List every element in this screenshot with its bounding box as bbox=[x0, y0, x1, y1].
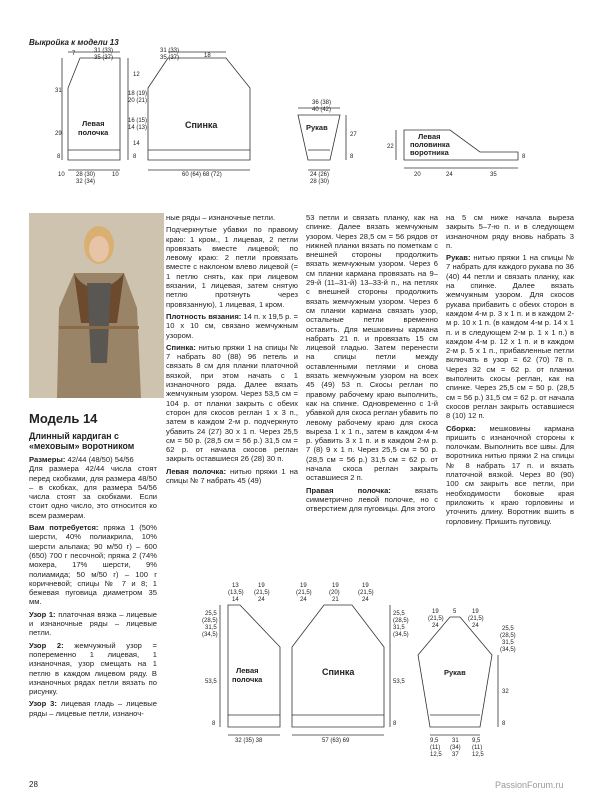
dim-label: 37 bbox=[452, 752, 459, 758]
dim-label: 31 (33) bbox=[94, 48, 114, 54]
assembly-text: мешковины кармана пришить с изнаночной стороны к полочкам. Выполнить все швы. Для воротника нитью пряжи 2 на спицы № 8 набрать 17 п. и вязать платочной вязкой. Через 80 (90) 100 см закрыть все петли, при необходимости боковые края приложить к краю горловины и уточнить длину. Воротник вшить в горловину. Пришить пуговицу. bbox=[446, 423, 574, 526]
dim-label: 16 (15) bbox=[128, 118, 148, 124]
dim-label: 32 (35) 38 bbox=[235, 738, 263, 744]
model-subtitle: Длинный кардиган с «меховым» воротником bbox=[29, 431, 135, 451]
pattern-3-heading: Узор 3: bbox=[29, 699, 57, 709]
dim-label: 14 bbox=[232, 597, 239, 603]
dim-label: 7 bbox=[72, 51, 76, 57]
dim-label: 8 bbox=[502, 721, 506, 727]
piece-label: Рукав bbox=[306, 123, 328, 132]
dim-label: 40 (42) bbox=[312, 107, 332, 113]
piece-label: Левая bbox=[236, 666, 259, 675]
rukav-shape bbox=[298, 115, 340, 160]
dim-label: 18 bbox=[204, 53, 211, 59]
dim-label: 24 bbox=[432, 623, 439, 629]
dim-label: (34,5) bbox=[393, 632, 409, 638]
dim-label: 12 bbox=[133, 72, 140, 78]
text-column-2 bbox=[166, 213, 298, 488]
spinka-shape bbox=[148, 58, 250, 160]
dim-label: 8 bbox=[522, 154, 526, 160]
density-heading: Плотность вязания: bbox=[166, 311, 242, 321]
dim-label: 20 bbox=[414, 172, 421, 178]
piece-label: Рукав bbox=[444, 668, 466, 677]
watermark: PassionForum.ru bbox=[495, 780, 564, 790]
dim-label: 25,5 bbox=[502, 626, 514, 632]
dim-label: 19 bbox=[258, 583, 265, 589]
dim-label: (21,5) bbox=[428, 616, 444, 622]
dim-label: 10 bbox=[112, 172, 119, 178]
dim-label: 8 bbox=[212, 721, 216, 727]
pattern-1-heading: Узор 1: bbox=[29, 609, 56, 619]
paragraph: ные ряды – изнаночные петли. bbox=[166, 213, 276, 222]
spinka-14-shape bbox=[292, 605, 384, 727]
pattern-2-heading: Узор 2: bbox=[29, 640, 64, 650]
dim-label: (34) bbox=[450, 745, 461, 751]
dim-label: 9,5 bbox=[430, 738, 439, 744]
dim-label: 29 bbox=[55, 131, 62, 137]
dim-label: 10 bbox=[58, 172, 65, 178]
dim-label: 8 bbox=[133, 154, 137, 160]
dim-label: 27 bbox=[350, 132, 357, 138]
paragraph: на 5 см ниже начала выреза закрыть 5–7-ю п. и в следующем изнаночном ряду вновь набрать 3 п. bbox=[446, 213, 574, 250]
pattern-1-text: платочная вязка – лицевые и изнаночные ряды – лицевые петли. bbox=[29, 609, 157, 638]
density-text: 14 п. х 19,5 р. = 10 х 10 см, связано жемчужным узором. bbox=[166, 311, 298, 340]
dim-label: (21,5) bbox=[468, 616, 484, 622]
dim-label: 18 (19) bbox=[128, 91, 148, 97]
dim-label: 32 (34) bbox=[76, 179, 96, 185]
dim-label: (21,5) bbox=[254, 590, 270, 596]
dim-label: 8 bbox=[350, 154, 354, 160]
dim-label: 12,5 bbox=[472, 752, 484, 758]
dim-label: 31,5 bbox=[502, 640, 514, 646]
dim-label: (28,5) bbox=[202, 618, 218, 624]
dim-label: 14 bbox=[133, 141, 140, 147]
dim-label: 31,5 bbox=[393, 625, 405, 631]
dim-label: 14 (13) bbox=[128, 125, 148, 131]
dim-label: 20 (21) bbox=[128, 98, 148, 104]
dim-label: 9,5 bbox=[472, 738, 481, 744]
dim-label: 36 (38) bbox=[312, 100, 332, 106]
schema-model-13 bbox=[0, 0, 596, 200]
assembly-heading: Сборка: bbox=[446, 423, 476, 433]
piece-label: Левая bbox=[418, 132, 441, 141]
dim-label: (13,5) bbox=[228, 590, 244, 596]
model-photo bbox=[29, 213, 164, 398]
piece-label: Спинка bbox=[185, 120, 218, 130]
back-text: нитью пряжи 1 на спицы № 7 набрать 80 (88) 96 петель и связать 8 см для планки платочной вязкой, при этом начать с 1 изнаночного ряда. Далее вязать жемчужным узором. Через 53,5 см = 104 р. от планки закрыть с обеих сторон для скосов реглан 1 х 3 п., затем в каждом 2-м р. подчеркнуто убавить 24 (27) 30 х 1 п. Через 25,5 см = 50 р. (28,5 см = 56 р.) 31,5 см = 62 р. от начала скосов реглан закрыть оставшиеся 26 (28) 30 п. bbox=[166, 342, 298, 464]
dim-label: (11) bbox=[472, 745, 483, 751]
levaya-polochka-shape bbox=[68, 58, 120, 160]
dim-label: 35 (37) bbox=[94, 55, 114, 61]
piece-label: половинка bbox=[410, 140, 450, 149]
dim-label: 8 bbox=[57, 154, 61, 160]
dim-label: 19 bbox=[362, 583, 369, 589]
dim-label: 19 bbox=[472, 609, 479, 615]
dim-label: 25,5 bbox=[393, 611, 405, 617]
dim-label: 28 (30) bbox=[76, 172, 96, 178]
dim-label: 31 (33) bbox=[160, 48, 180, 54]
dim-label: 13 bbox=[232, 583, 239, 589]
dim-label: 19 bbox=[300, 583, 307, 589]
materials-heading: Вам потребуется: bbox=[29, 523, 99, 533]
dim-label: 24 bbox=[258, 597, 265, 603]
dim-label: (28,5) bbox=[500, 633, 516, 639]
text-column-3 bbox=[306, 213, 438, 517]
dim-label: 35 (37) bbox=[160, 55, 180, 61]
sleeve-text: нитью пряжи 1 на спицы № 7 набрать для каждого рукава по 36 (40) 44 петли и связать планку, как на спинке. Далее вязать жемчужным узором. Для скосов рукава прибавить с обеих сторон в каждом 4-м р. 3 х 1 п. и в каждом 2-м р. 10 х 1 п. (в каждом 4-м р. 14 х 1 п. и в следующем 2-м р. 1 х 1 п.) в каждом 4-м р. 12 х 1 п. и в каждом 2-м р. 5 х 1 п., прибавленные петли включать в узор = 62 (70) 78 п. Через 32 см = 62 р. от планки выполнить скосы реглан, как на спинке. Через 25,5 см = 50 р. (28,5 см = 56 р.) 31,5 см = 62 р. от начала скосов реглан закрыть оставшиеся 8 (10) 12 п. bbox=[446, 253, 574, 421]
left-front-heading: Левая полочка: bbox=[166, 466, 226, 476]
dim-label: 21 bbox=[332, 597, 339, 603]
schema-model-14 bbox=[0, 575, 596, 765]
materials-text: пряжа 1 (50% шерсти, 40% полиакрила, 10% шерсти альпака; 90 м/50 г) – 600 (650) 700 г песочной; пряжа 2 (74% мохера, 17% шерсти, 9% полиамида; 50 м/50 г) – 100 г коричневой; спицы № 7 и 8; 1 бежевая пуговица диаметром 35 мм. bbox=[29, 523, 157, 607]
dim-label: (21,5) bbox=[296, 590, 312, 596]
left-front-text: нитью пряжи 1 на спицы № 7 набрать 45 (49) bbox=[166, 466, 298, 486]
dim-label: 19 bbox=[332, 583, 339, 589]
dim-label: (11) bbox=[430, 745, 441, 751]
paragraph: Подчеркнутые убавки по правому краю: 1 кром., 1 лицевая, 2 петли провязать вместе лицевой; по левому краю: 2 петли провязать вместе с наклоном влево лицевой (= 1 петлю снять, как при лицевом вязании, 1 лицевая, затем снятую петлю протянуть через провязанную), 1 лицевая, 1 кром. bbox=[166, 225, 298, 309]
dim-label: (21,5) bbox=[358, 590, 374, 596]
dim-label: (20) bbox=[329, 590, 340, 596]
dim-label: 24 bbox=[362, 597, 369, 603]
piece-label: полочка bbox=[78, 128, 109, 137]
dim-label: 60 (64) 68 (72) bbox=[182, 172, 222, 178]
pattern-2-text: жемчужный узор = попеременно 1 лицевая, 1 изнаночная, узор смещать на 1 петлю в каждом лицевом ряду. В изнаночных рядах петли вязать по рисунку. bbox=[29, 640, 157, 697]
dim-label: 32 bbox=[502, 689, 509, 695]
dim-label: 31,5 bbox=[205, 625, 217, 631]
piece-label: воротника bbox=[410, 148, 449, 157]
top-title: Выкройка к модели 13 bbox=[29, 38, 119, 47]
back-heading: Спинка: bbox=[166, 342, 196, 352]
dim-label: 28 (30) bbox=[310, 179, 330, 185]
sizes-heading: Размеры: bbox=[29, 455, 66, 464]
dim-label: 24 bbox=[472, 623, 479, 629]
dim-label: 53,5 bbox=[393, 679, 405, 685]
dim-label: 24 bbox=[446, 172, 453, 178]
dim-label: 31 bbox=[55, 88, 62, 94]
sizes-text: Для размера 42/44 числа стоят перед скобками, для размера 48/50 – в скобках, для размера 54/56 числа стоят за скобками. Если стоит одно число, это относится ко всем размерам. bbox=[29, 464, 157, 520]
dim-label: 35 bbox=[490, 172, 497, 178]
text-column-4 bbox=[446, 213, 574, 529]
paragraph: 53 петли и связать планку, как на спинке. Далее вязать жемчужным узором. Через 28,5 см = 56 рядов от нижней планки вязать по пометкам с внешней стороны продолжить вязать жемчужным узором. Через 6 см планки кармана провязать на 9–29-й (11–31-й) 13–33-й п., на петлях с внешней стороны продолжить вязать жемчужным узором. Через 6 см планки кармана связать узор, остальные петли временно оставить. Для мешковины кармана набрать 21 п. и провязать 15 см лицевой гладью. Затем перенести на спицы петли между оставленными петлями и снова вязать жемчужным узором на всех 45 (49) 53 п. Скосы реглан по правому рабочему краю выполнить, как на спинке. Одновременно с 1-й убавкой для скоса реглан убавить по левому рабочему краю для скоса выреза 1 х 1 п., затем в каждом 4-м р. убавить 3 х 1 п. и в каждом 2-м р. 7 (8) 9 х 1 п. Через 25,5 см = 50 р. (28,5 см = 56 р.) 31,5 см = 62 р. от начала скоса реглан закрыть оставшиеся 2 п. bbox=[306, 213, 438, 483]
pattern-3-text: лицевая гладь – лицевые ряды – лицевые петли, изнаноч- bbox=[29, 699, 157, 718]
dim-label: 31 bbox=[452, 738, 459, 744]
piece-label: Спинка bbox=[322, 667, 355, 677]
dim-label: 8 bbox=[393, 721, 397, 727]
dim-label: 24 bbox=[300, 597, 307, 603]
dim-label: 19 bbox=[432, 609, 439, 615]
right-front-heading: Правая полочка: bbox=[306, 485, 391, 495]
dim-label: 22 bbox=[387, 144, 394, 150]
dim-label: 25,5 bbox=[205, 611, 217, 617]
dim-label: (34,5) bbox=[202, 632, 218, 638]
piece-label: полочка bbox=[232, 675, 263, 684]
dim-label: 5 bbox=[453, 609, 457, 615]
dim-label: 53,5 bbox=[205, 679, 217, 685]
dim-label: (34,5) bbox=[500, 647, 516, 653]
page-number: 28 bbox=[29, 780, 38, 789]
dim-label: 24 (26) bbox=[310, 172, 330, 178]
right-front-text: вязать симметрично левой полочке, но с отверстием для пуговицы. Для этого bbox=[306, 485, 438, 514]
sleeve-heading: Рукав: bbox=[446, 253, 471, 263]
dim-label: (28,5) bbox=[393, 618, 409, 624]
dim-label: 12,5 bbox=[430, 752, 442, 758]
sizes-values: 42/44 (48/50) 54/56 bbox=[65, 455, 134, 464]
piece-label: Левая bbox=[82, 119, 105, 128]
model-title: Модель 14 bbox=[29, 411, 98, 426]
dim-label: 57 (63) 69 bbox=[322, 738, 350, 744]
